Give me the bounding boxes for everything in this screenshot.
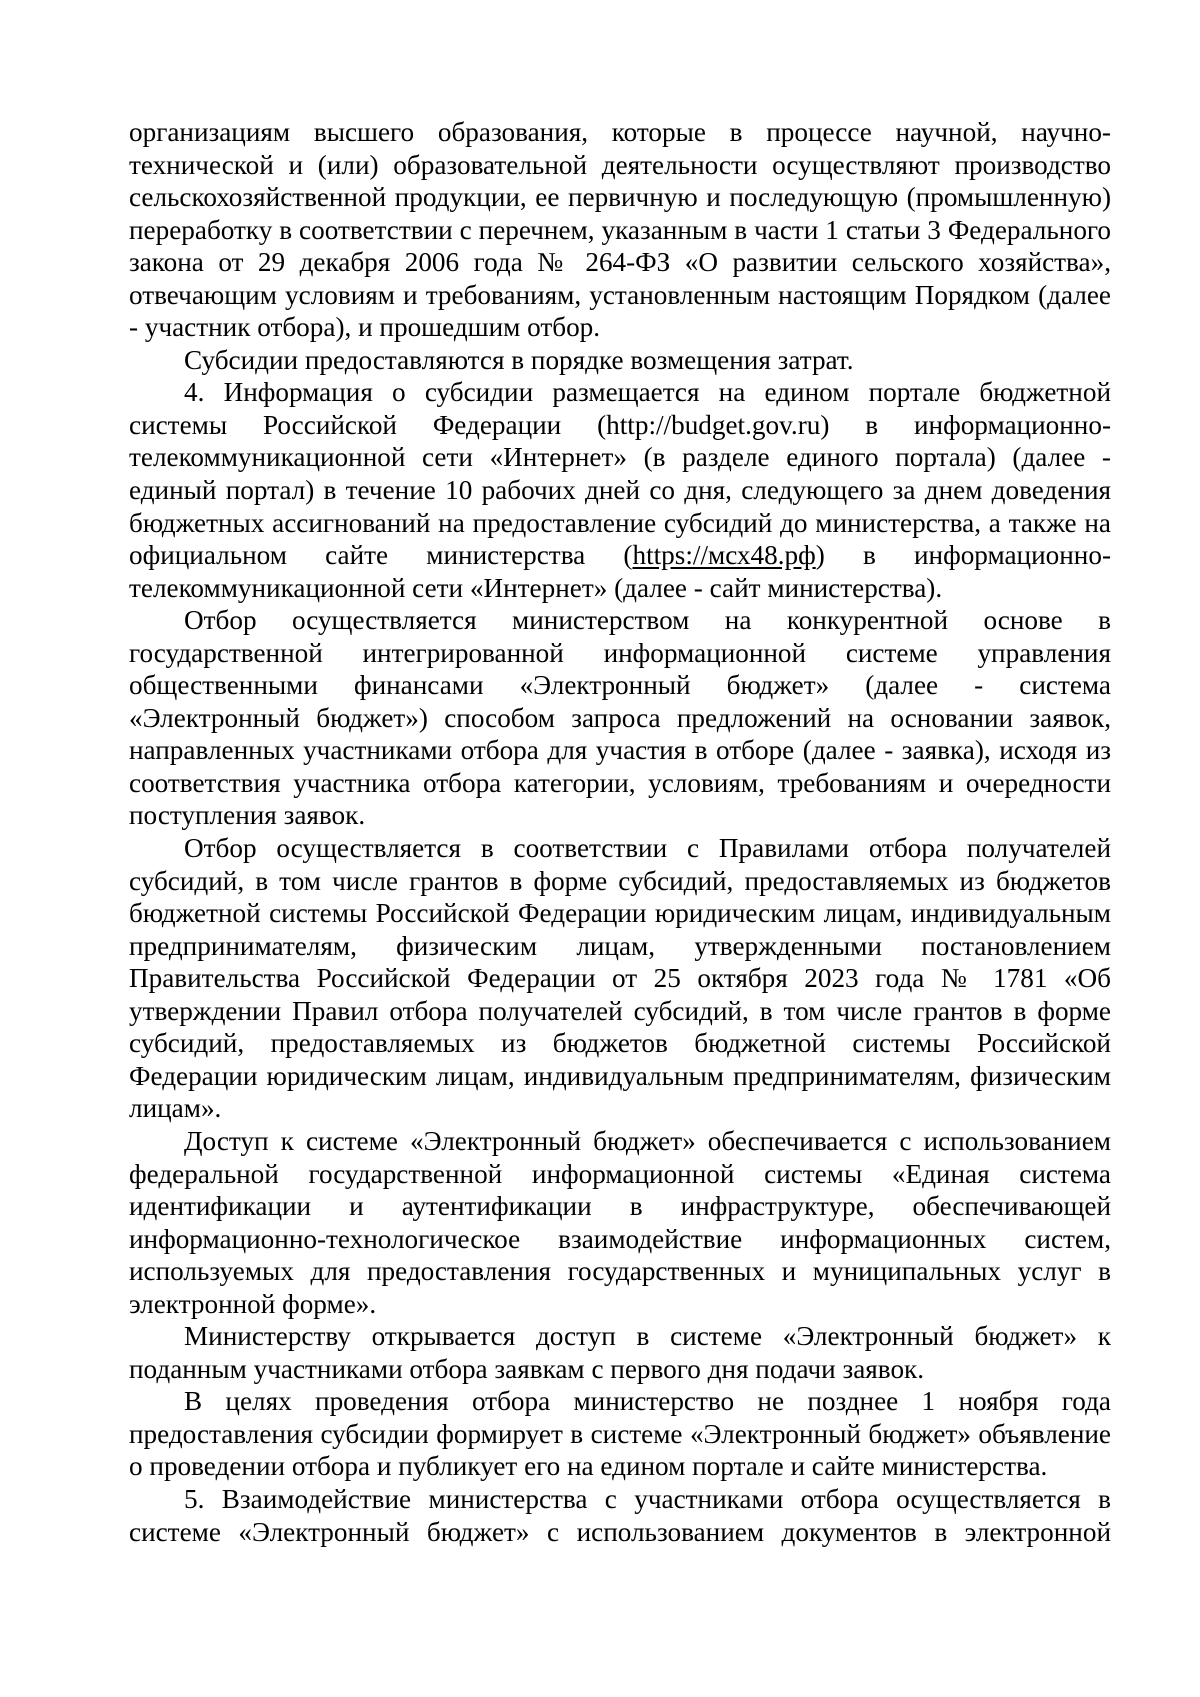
paragraph-item-4 (129, 376, 1111, 604)
paragraph-system-access: Доступ к системе «Электронный бюджет» обеспечивается с использованием федеральной государственной информационной системы «Единая система идентификации и аутентификации в инфраструктуре, обеспечивающей информационно-технологическое взаимодействие информационных систем, используемых для предоставления государственных и муниципальных услуг в электронной форме». (129, 1125, 1111, 1319)
paragraph-selection-method: Отбор осуществляется министерством на конкурентной основе в государственной интегрированной информационной системе управления общественными финансами «Электронный бюджет» (далее - система «Электронный бюджет») способом запроса предложений на основании заявок, направленных участниками отбора для участия в отборе (далее - заявка), исходя из соответствия участника отбора категории, условиям, требованиям и очередности поступления заявок. (129, 605, 1111, 831)
paragraph-item-5: 5. Взаимодействие министерства с участниками отбора осуществляется в системе «Электронный бюджет» с использованием документов в электронной (129, 1483, 1111, 1547)
paragraph-continuation: организациям высшего образования, которые в процессе научной, научно-технической и (или) образовательной деятельности осуществляют производство сельскохозяйственной продукции, ее первичную и последующую (промышленную) переработку в соответствии с перечнем, указанным в части 1 статьи 3 Федерального закона от 29 декабря 2006 года № 264-ФЗ «О развитии сельского хозяйства», отвечающим условиям и требованиям, установленным настоящим Порядком (далее - участник отбора), и прошедшим отбор. (129, 117, 1111, 343)
paragraph-subsidies-reimbursement: Субсидии предоставляются в порядке возмещения затрат. (184, 344, 854, 375)
paragraph-announcement: В целях проведения отбора министерство не позднее 1 ноября года предоставления субсидии формирует в системе «Электронный бюджет» объявление о проведении отбора и публикует его на едином портале и сайте министерства. (129, 1386, 1111, 1482)
paragraph-item-4-text-after-link: ) в информационно-телекоммуникационной сети «Интернет» (далее - сайт министерства). (129, 540, 1111, 603)
ministry-website-link[interactable]: https://мсх48.рф (632, 540, 816, 571)
paragraph-selection-rules: Отбор осуществляется в соответствии с Правилами отбора получателей субсидий, в том числе грантов в форме субсидий, предоставляемых из бюджетов бюджетной системы Российской Федерации юридическим лицам, индивидуальным предпринимателям, физическим лицам, утвержденными постановлением Правительства Российской Федерации от 25 октября 2023 года № 1781 «Об утверждении Правил отбора получателей субсидий, в том числе грантов в форме субсидий, предоставляемых из бюджетов бюджетной системы Российской Федерации юридическим лицам, индивидуальным предпринимателям, физическим лицам». (129, 833, 1111, 1124)
paragraph-ministry-access: Министерству открывается доступ в системе «Электронный бюджет» к поданным участниками отбора заявкам с первого дня подачи заявок. (129, 1321, 1111, 1384)
paragraph-item-4-text-before-link: 4. Информация о субсидии размещается на едином портале бюджетной системы Российской Федерации (http://budget.gov.ru) в информационно-телекоммуникационной сети «Интернет» (в разделе единого портала) (далее - единый портал) в течение 10 рабочих дней со дня, следующего за днем доведения бюджетных ассигнований на предоставление субсидий до министерства, а также на официальном сайте министерства ( (129, 377, 1111, 571)
document-body (129, 116, 1111, 1548)
